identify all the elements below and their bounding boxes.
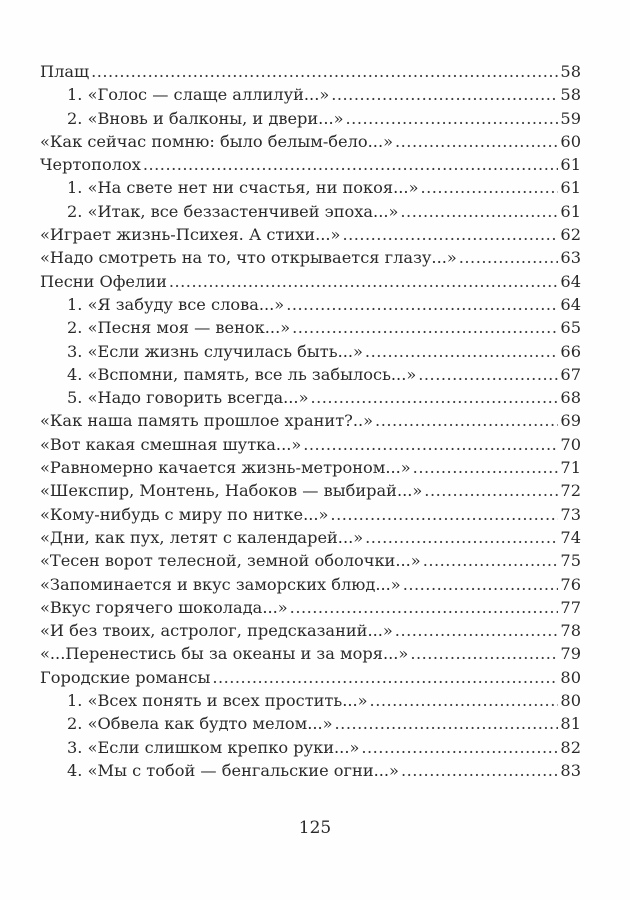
toc-entry-title: «...Перенестись бы за океаны и за моря...» xyxy=(40,644,409,664)
toc-entry xyxy=(40,270,581,293)
toc-entry-title: 2. «Вновь и балконы, и двери...» xyxy=(67,108,344,128)
toc-entry-page: 59 xyxy=(560,108,581,128)
toc-entry-title: 5. «Надо говорить всегда...» xyxy=(67,388,309,408)
toc-entry-title: 1. «На свете нет ни счастья, ни покоя...» xyxy=(67,178,419,198)
dot-leader xyxy=(286,293,558,316)
table-of-contents xyxy=(40,60,581,782)
toc-entry xyxy=(40,153,581,176)
toc-entry-page: 64 xyxy=(560,271,581,291)
dot-leader xyxy=(401,759,558,782)
toc-entry-page: 78 xyxy=(560,621,581,641)
toc-entry xyxy=(40,60,581,83)
toc-entry-page: 61 xyxy=(560,178,581,198)
dot-leader xyxy=(91,60,558,83)
toc-entry xyxy=(40,642,581,665)
dot-leader xyxy=(375,409,558,432)
toc-subentry xyxy=(40,689,581,712)
toc-subentry xyxy=(40,386,581,409)
toc-entry xyxy=(40,433,581,456)
dot-leader xyxy=(342,223,558,246)
toc-entry-page: 82 xyxy=(560,737,581,757)
toc-entry-page: 83 xyxy=(560,760,581,780)
toc-entry-title: 1. «Голос — слаще аллилуй...» xyxy=(67,85,330,105)
toc-entry xyxy=(40,503,581,526)
dot-leader xyxy=(423,549,559,572)
dot-leader xyxy=(403,573,559,596)
toc-entry-page: 75 xyxy=(560,551,581,571)
toc-entry-page: 68 xyxy=(560,388,581,408)
toc-entry-title: Плащ xyxy=(40,62,90,81)
toc-entry-page: 70 xyxy=(560,434,581,454)
toc-entry xyxy=(40,130,581,153)
toc-entry-page: 61 xyxy=(560,201,581,221)
dot-leader xyxy=(310,386,558,409)
toc-entry xyxy=(40,409,581,432)
toc-entry-title: 2. «Итак, все беззастенчивей эпоха...» xyxy=(67,201,399,221)
toc-entry-title: 3. «Если слишком крепко руки...» xyxy=(67,737,360,757)
toc-entry-title: «Играет жизнь-Психея. А стихи...» xyxy=(40,225,341,245)
toc-subentry xyxy=(40,316,581,339)
dot-leader xyxy=(413,456,559,479)
toc-subentry xyxy=(40,736,581,759)
dot-leader xyxy=(331,83,558,106)
toc-entry xyxy=(40,596,581,619)
toc-entry xyxy=(40,549,581,572)
toc-entry-page: 63 xyxy=(560,248,581,268)
dot-leader xyxy=(395,619,559,642)
toc-entry-title: «И без твоих, астролог, предсказаний...» xyxy=(40,621,393,641)
toc-subentry xyxy=(40,293,581,316)
toc-subentry xyxy=(40,83,581,106)
toc-entry xyxy=(40,619,581,642)
toc-entry-page: 72 xyxy=(560,481,581,501)
toc-subentry xyxy=(40,363,581,386)
toc-entry-page: 81 xyxy=(560,714,581,734)
toc-entry-page: 66 xyxy=(560,341,581,361)
toc-entry xyxy=(40,246,581,269)
dot-leader xyxy=(143,153,559,176)
toc-entry-title: «Равномерно качается жизнь-метроном...» xyxy=(40,458,411,478)
dot-leader xyxy=(303,433,558,456)
dot-leader xyxy=(361,736,558,759)
toc-entry-title: «Тесен ворот телесной, земной оболочки...» xyxy=(40,551,421,571)
toc-entry-page: 67 xyxy=(560,364,581,384)
toc-entry-page: 77 xyxy=(560,597,581,617)
toc-entry-page: 58 xyxy=(560,85,581,105)
dot-leader xyxy=(400,200,558,223)
toc-entry-page: 62 xyxy=(560,225,581,245)
toc-entry-title: 1. «Я забуду все слова...» xyxy=(67,294,285,314)
toc-entry-page: 74 xyxy=(560,527,581,547)
dot-leader xyxy=(420,176,558,199)
toc-entry-page: 71 xyxy=(560,458,581,478)
toc-entry-title: Чертополох xyxy=(40,155,141,175)
toc-entry xyxy=(40,456,581,479)
toc-entry-title: «Вот какая смешная шутка...» xyxy=(40,434,302,454)
toc-entry-page: 76 xyxy=(560,574,581,594)
toc-entry-title: Песни Офелии xyxy=(40,271,167,291)
toc-entry xyxy=(40,223,581,246)
toc-entry-page: 65 xyxy=(560,318,581,338)
toc-entry-title: 1. «Всех понять и всех простить...» xyxy=(67,691,368,711)
toc-subentry xyxy=(40,176,581,199)
dot-leader xyxy=(292,316,558,339)
toc-entry-title: 4. «Вспомни, память, все ль забылось...» xyxy=(67,364,417,384)
dot-leader xyxy=(330,503,558,526)
toc-entry-title: «Запоминается и вкус заморских блюд...» xyxy=(40,574,401,594)
toc-entry-title: «Надо смотреть на то, что открывается глазу...» xyxy=(40,248,457,268)
dot-leader xyxy=(424,479,558,502)
toc-entry-page: 80 xyxy=(560,667,581,687)
toc-entry xyxy=(40,479,581,502)
toc-entry-page: 79 xyxy=(560,644,581,664)
toc-entry-title: 3. «Если жизнь случилась быть...» xyxy=(67,341,363,361)
dot-leader xyxy=(370,689,559,712)
toc-subentry xyxy=(40,200,581,223)
toc-entry-title: «Как наша память прошлое хранит?..» xyxy=(40,411,374,431)
toc-entry-page: 73 xyxy=(560,504,581,524)
toc-entry-page: 80 xyxy=(560,691,581,711)
toc-subentry xyxy=(40,340,581,363)
toc-entry-page: 58 xyxy=(560,62,581,81)
toc-subentry xyxy=(40,712,581,735)
page-number: 125 xyxy=(298,818,332,838)
dot-leader xyxy=(290,596,559,619)
toc-entry-title: «Вкус горячего шоколада...» xyxy=(40,597,288,617)
dot-leader xyxy=(365,340,558,363)
toc-entry-title: «Шекспир, Монтень, Набоков — выбирай...» xyxy=(40,481,423,501)
toc-entry-title: 4. «Мы с тобой — бенгальские огни...» xyxy=(67,760,399,780)
toc-entry-page: 60 xyxy=(560,131,581,151)
toc-entry-page: 64 xyxy=(560,294,581,314)
toc-entry-title: «Кому-нибудь с миру по нитке...» xyxy=(40,504,329,524)
dot-leader xyxy=(418,363,558,386)
toc-entry-title: Городские романсы xyxy=(40,667,211,687)
toc-entry-title: 2. «Песня моя — венок...» xyxy=(67,318,291,338)
dot-leader xyxy=(410,642,558,665)
toc-entry-title: 2. «Обвела как будто мелом...» xyxy=(67,714,333,734)
dot-leader xyxy=(212,666,558,689)
dot-leader xyxy=(395,130,558,153)
dot-leader xyxy=(365,526,558,549)
dot-leader xyxy=(346,107,559,130)
toc-entry-page: 61 xyxy=(560,155,581,175)
toc-entry-title: «Дни, как пух, летят с календарей...» xyxy=(40,527,364,547)
toc-entry-page: 69 xyxy=(560,411,581,431)
toc-entry xyxy=(40,526,581,549)
dot-leader xyxy=(169,270,559,293)
toc-subentry xyxy=(40,759,581,782)
dot-leader xyxy=(335,712,559,735)
toc-entry-title: «Как сейчас помню: было белым-бело...» xyxy=(40,131,394,151)
toc-subentry xyxy=(40,107,581,130)
dot-leader xyxy=(459,246,559,269)
toc-entry xyxy=(40,666,581,689)
toc-entry xyxy=(40,573,581,596)
